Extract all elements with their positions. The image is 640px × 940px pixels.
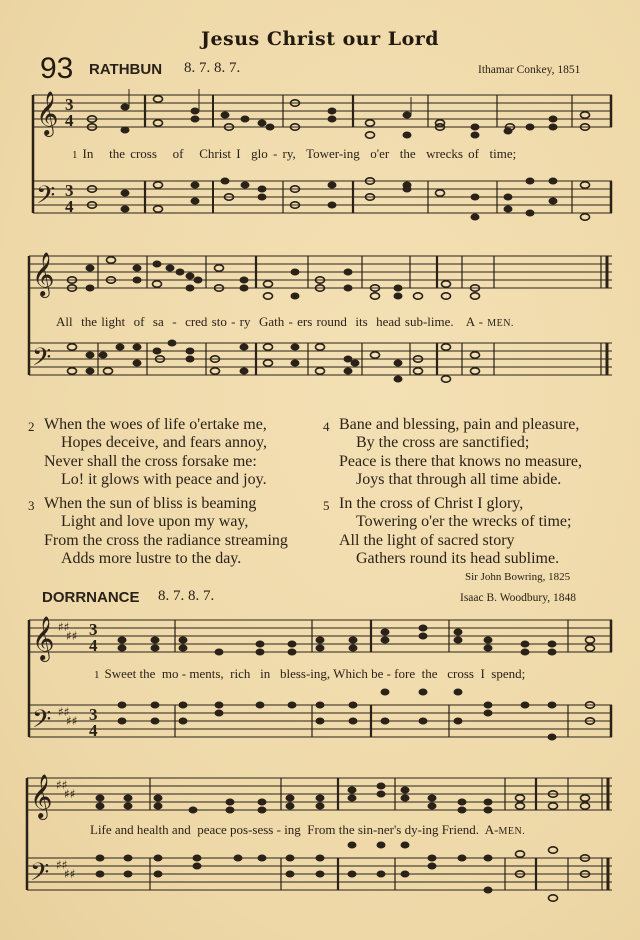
lyric-text: Life and health and peace pos-sess - ing From the sin-ner's dy-ing Friend. A- [90, 822, 499, 837]
verse-line: Never shall the cross forsake me: [44, 452, 257, 470]
verse-3 [28, 495, 288, 568]
verse-5 [323, 495, 572, 568]
lyric-line-rathbun-2 [56, 314, 514, 330]
verse-number: 3 [28, 498, 35, 513]
verse-line: Lo! it glows with peace and joy. [61, 470, 267, 488]
verse-line: From the cross the radiance streaming [44, 531, 288, 549]
verse-line: When the sun of bliss is beaming [44, 495, 257, 512]
tune-name-rathbun: RATHBUN [89, 61, 163, 78]
verse-line: Towering o'er the wrecks of time; [356, 513, 572, 531]
verse-line: When the woes of life o'ertake me, [44, 416, 267, 433]
tune-name-dorrnance: DORRNANCE [42, 589, 140, 606]
lyric-text: Sweet the mo - ments, rich in bless-ing, Which be - fore the cross I spend; [104, 666, 526, 681]
svg-text:4: 4 [65, 197, 74, 216]
lyric-line-dorrnance-2 [90, 822, 525, 838]
treble-clef-icon: 𝄞 [32, 616, 55, 660]
treble-clef-icon: 𝄞 [36, 91, 59, 135]
lyric-line-dorrnance-1 [94, 666, 525, 682]
treble-clef-icon: 𝄞 [30, 774, 53, 818]
section-title: Jesus Christ our Lord [200, 28, 440, 50]
bass-clef-icon: 𝄢 [32, 343, 52, 378]
verse-line: Light and love upon my way, [61, 513, 249, 531]
svg-text:3: 3 [65, 95, 74, 114]
svg-text:3: 3 [89, 620, 98, 639]
verse-line: Adds more lustre to the day. [61, 549, 242, 567]
hymn-number: 93 [40, 52, 74, 85]
amen-text: MEN. [487, 318, 514, 329]
sharp-icon: ♯♯ [66, 629, 78, 643]
sharp-icon: ♯♯ [58, 620, 70, 634]
verse-number: 4 [323, 419, 330, 434]
verse-4 [323, 416, 583, 489]
sharp-icon: ♯♯ [56, 858, 68, 872]
svg-text:3: 3 [65, 181, 74, 200]
text-author: Sir John Bowring, 1825 [465, 571, 571, 583]
verse-line: In the cross of Christ I glory, [339, 495, 524, 512]
verse-2 [28, 416, 267, 489]
lyric-line-rathbun-1 [72, 146, 516, 162]
verse-number: 2 [28, 419, 35, 434]
verse-line: Hopes deceive, and fears annoy, [61, 434, 267, 452]
music-system-dorrnance-2 [0, 765, 640, 925]
sharp-icon: ♯♯ [56, 778, 68, 792]
bass-clef-icon: 𝄢 [36, 181, 56, 216]
verse-line: All the light of sacred story [339, 531, 515, 549]
verse-line: Gathers round its head sublime. [356, 549, 560, 567]
svg-text:3: 3 [89, 705, 98, 724]
composer-dorrnance: Isaac B. Woodbury, 1848 [460, 592, 576, 604]
svg-text:4: 4 [89, 721, 98, 740]
sharp-icon: ♯♯ [66, 714, 78, 728]
sharp-icon: ♯♯ [64, 787, 76, 801]
verse-line: Peace is there that knows no measure, [339, 452, 583, 470]
sharp-icon: ♯♯ [64, 867, 76, 881]
meter-rathbun: 8. 7. 8. 7. [184, 60, 241, 76]
verse-number: 5 [323, 498, 330, 513]
verse-line: By the cross are sanctified; [356, 434, 530, 452]
verse-number: 1 [94, 669, 100, 681]
svg-text:4: 4 [89, 636, 98, 655]
verse-number: 1 [72, 149, 78, 161]
verse-line: Joys that through all time abide. [356, 470, 562, 488]
lyric-text: In the cross of Christ I glo - ry, Tower-ing o'er the wrecks of time; [82, 146, 517, 161]
sharp-icon: ♯♯ [58, 705, 70, 719]
bass-clef-icon: 𝄢 [30, 858, 50, 893]
lyric-text: All the light of sa - cred sto - ry Gath - ers round its head sub-lime. A - [56, 314, 488, 329]
composer-rathbun: Ithamar Conkey, 1851 [478, 64, 581, 76]
bass-clef-icon: 𝄢 [32, 705, 52, 740]
verse-line: Bane and blessing, pain and pleasure, [339, 416, 580, 433]
svg-text:4: 4 [65, 111, 74, 130]
meter-dorrnance: 8. 7. 8. 7. [158, 588, 215, 604]
treble-clef-icon: 𝄞 [32, 252, 55, 296]
amen-text: MEN. [498, 826, 526, 837]
